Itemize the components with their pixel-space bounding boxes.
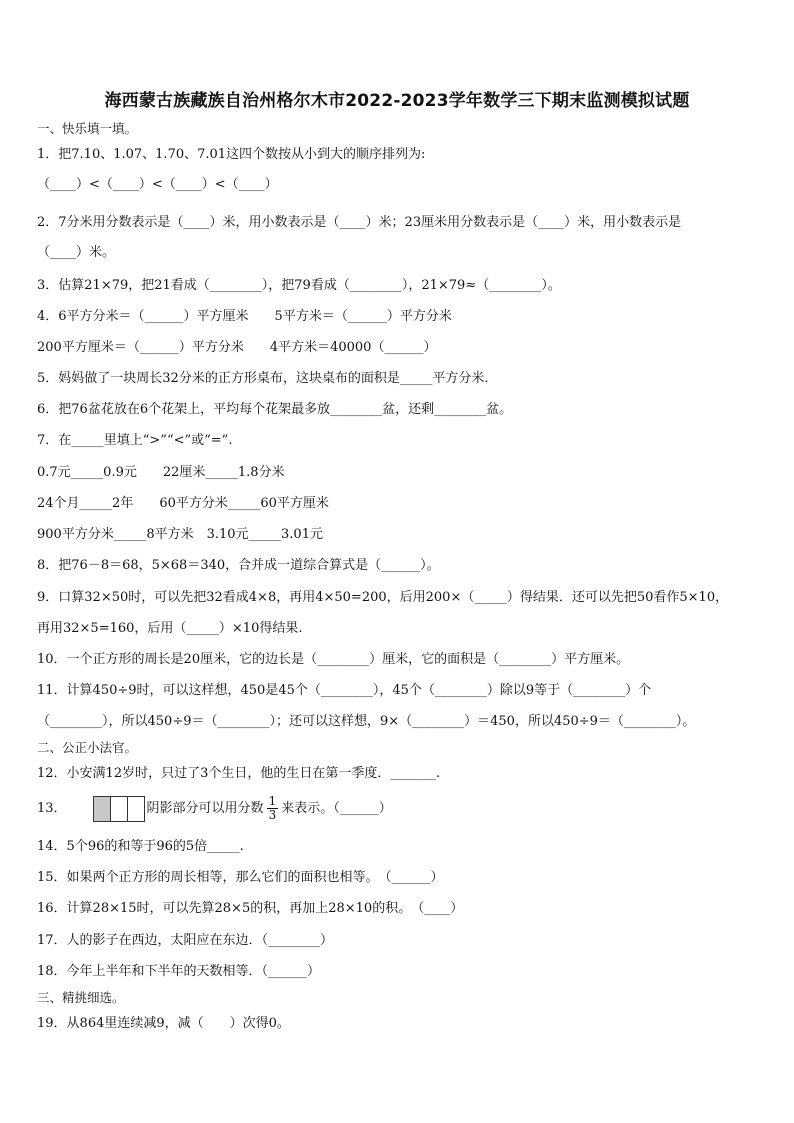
question-7-row-3: 900平方分米_____8平方米 3.10元_____3.01元 [37, 527, 323, 542]
question-15: 15．如果两个正方形的周长相等，那么它们的面积也相等。 （______） [37, 870, 444, 885]
section-heading-3: 三、精挑细选。 [37, 990, 125, 1005]
question-7: 7．在_____里填上“>”“<”或“=”. [37, 433, 233, 448]
question-13-text: 阴影部分可以用分数 [146, 800, 264, 816]
fraction-denominator: 3 [268, 808, 277, 822]
question-17: 17．人的影子在西边，太阳应在东边．（________） [37, 933, 334, 948]
question-2-cont: （____）米。 [37, 245, 116, 260]
fraction-numerator: 1 [268, 794, 277, 808]
question-12: 12．小安满12岁时，只过了3个生日，他的生日在第一季度．_______. [37, 766, 440, 781]
question-18: 18．今年上半年和下半年的天数相等．（______） [37, 964, 321, 979]
question-4-cont: 200平方厘米＝（______）平方分米 4平方米＝40000（______） [37, 340, 437, 355]
question-19: 19．从864里连续减9，减（ ）次得0。 [37, 1016, 290, 1031]
question-10: 10．一个正方形的周长是20厘米，它的边长是（________）厘米，它的面积是（________）平方厘米。 [37, 652, 630, 667]
question-8: 8．把76－8＝68，5×68＝340，合并成一道综合算式是（______）。 [37, 558, 440, 573]
question-1-blanks: （____）<（____）<（____）<（____） [37, 177, 278, 192]
question-2: 2．7分米用分数表示是（____）米，用小数表示是（____）米；23厘米用分数表示是（____）米，用小数表示是 [37, 215, 682, 230]
question-13-text-after: 来表示。（______） [281, 800, 392, 816]
question-6: 6．把76盆花放在6个花架上，平均每个花架最多放________盆，还剩________盆。 [37, 402, 513, 417]
question-11: 11．计算450÷9时，可以这样想，450是45个（________），45个（________）除以9等于（________）个 [37, 683, 652, 698]
question-11-cont: （________），所以450÷9＝（________）；还可以这样想，9×（________）＝450，所以450÷9＝（________）。 [37, 714, 696, 729]
question-4: 4．6平方分米＝（______）平方厘米 5平方米＝（______）平方分米 [37, 309, 452, 324]
question-7-row-1: 0.7元_____0.9元 22厘米_____1.8分米 [37, 465, 285, 480]
question-5: 5．妈妈做了一块周长32分米的正方形桌布，这块桌布的面积是_____平方分米． [37, 371, 498, 386]
question-1: 1．把7.10、1.07、1.70、7.01这四个数按从小到大的顺序排列为: [37, 147, 426, 162]
question-13-number: 13． [37, 800, 67, 816]
section-heading-1: 一、快乐填一填。 [37, 121, 138, 136]
page-title: 海西蒙古族藏族自治州格尔木市2022-2023学年数学三下期末监测模拟试题 [104, 91, 690, 111]
question-3: 3．估算21×79，把21看成（________），把79看成（________），21×79≈（________）。 [37, 278, 561, 293]
question-9: 9．口算32×50时，可以先把32看成4×8，再用4×50=200，后用200×（_____）得结果．还可以先把50看作5×10， [37, 590, 729, 605]
fraction-rectangle-figure [93, 796, 145, 822]
question-9-cont: 再用32×5=160，后用（_____）×10得结果. [37, 621, 303, 636]
section-heading-2: 二、公正小法官。 [37, 740, 138, 755]
question-7-row-2: 24个月_____2年 60平方分米_____60平方厘米 [37, 496, 329, 511]
question-13 [37, 795, 392, 822]
fraction-one-third [267, 795, 279, 822]
question-14: 14．5个96的和等于96的5倍_____. [37, 839, 244, 854]
question-16: 16．计算28×15时，可以先算28×5的积，再加上28×10的积。 （____） [37, 901, 464, 916]
